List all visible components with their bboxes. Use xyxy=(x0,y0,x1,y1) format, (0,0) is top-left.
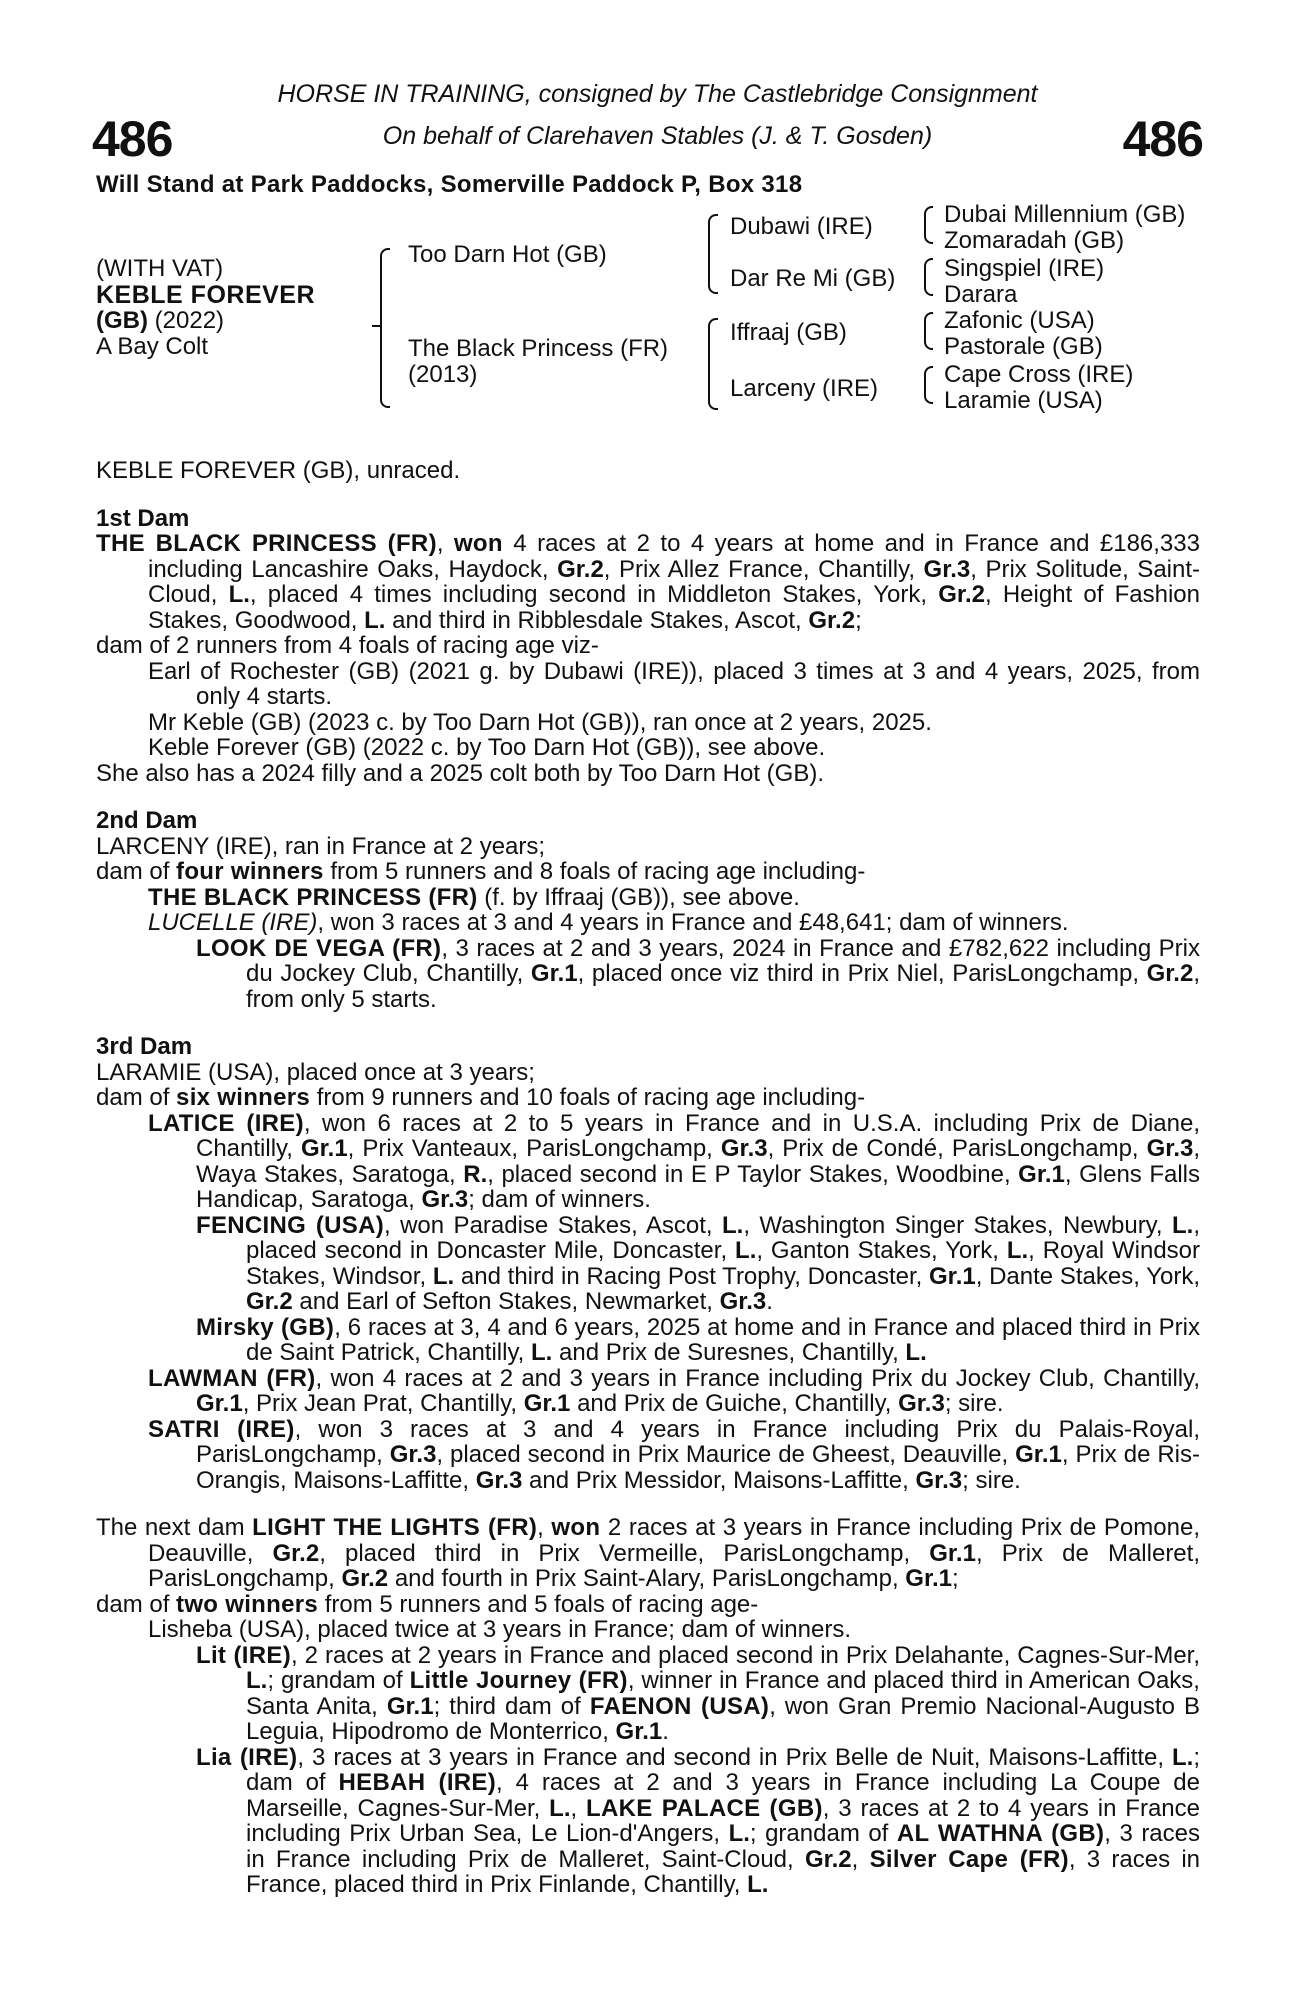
ssd: Zomaradah (GB) xyxy=(944,227,1125,254)
grade: Gr.1 xyxy=(386,1692,434,1720)
text: , placed third in Prix Vermeille, ParisLongchamp, xyxy=(319,1539,930,1567)
vat-label: (WITH VAT) xyxy=(96,255,224,282)
grade: Gr.2 xyxy=(272,1539,320,1567)
produce-item xyxy=(96,1417,1200,1494)
grade: L. xyxy=(1172,1211,1194,1239)
text: ; xyxy=(952,1565,959,1592)
sss: Dubai Millennium (GB) xyxy=(944,201,1186,228)
text: and fourth in Prix Saint-Alary, ParisLongchamp, xyxy=(388,1565,906,1592)
grade: Gr.1 xyxy=(929,1539,976,1567)
grade: L. xyxy=(1006,1237,1029,1264)
produce-item: Mr Keble (GB) (2023 c. by Too Darn Hot (GB)), ran once at 2 years, 2025. xyxy=(148,708,932,736)
text: , Prix Jean Prat, Chantilly, xyxy=(242,1390,524,1417)
text: and third in Racing Post Trophy, Doncaster, xyxy=(454,1262,930,1290)
winners-count: four winners xyxy=(176,858,324,885)
grade: L. xyxy=(432,1262,455,1290)
text: ; dam of winners. xyxy=(468,1186,651,1213)
ss-brace xyxy=(924,206,933,244)
horse-origin-year xyxy=(96,308,224,334)
grade: Gr.1 xyxy=(929,1262,976,1290)
text: from 9 runners and 10 foals of racing age including- xyxy=(310,1084,866,1111)
text: . xyxy=(662,1718,669,1745)
dam-brace xyxy=(708,318,718,410)
grade: Gr.3 xyxy=(923,555,971,583)
grade: Gr.3 xyxy=(389,1441,437,1468)
grade: Gr.3 xyxy=(475,1466,523,1494)
next-dam-name: LIGHT THE LIGHTS (FR) xyxy=(252,1514,538,1541)
first-dam-record: THE BLACK PRINCESS (FR), won 4 races at 2 to 4 years at home and in France and £186,333 including Lancashire Oaks, Haydock, Gr.2, Prix Allez France, Chantilly, Gr.3, Prix Solitude, Saint-Cloud, L., placed 4 times including second in Middleton Stakes, York, Gr.2, Height of Fashion Stakes, Goodwood, L. and third in Ribblesdale Stakes, Ascot, Gr.2; xyxy=(96,530,1201,634)
grade: L. xyxy=(228,581,250,608)
text: and Prix de Guiche, Chantilly, xyxy=(570,1390,899,1417)
spacer xyxy=(96,1493,1200,1515)
produce-name: LATICE (IRE) xyxy=(148,1109,304,1137)
grade: Gr.3 xyxy=(915,1466,963,1494)
text: dam of xyxy=(96,1590,177,1618)
stand-location: Will Stand at Park Paddocks, Somerville Paddock P, Box 318 xyxy=(96,171,803,198)
text: , Prix Solitude, Saint-Cloud, xyxy=(148,555,1201,608)
grade: L. xyxy=(531,1339,553,1366)
text: from 5 runners and 5 foals of racing age- xyxy=(318,1590,759,1618)
dss: Zafonic (USA) xyxy=(944,307,1095,334)
grade: L. xyxy=(1172,1743,1194,1771)
produce-name: Lit (IRE) xyxy=(196,1641,292,1669)
dds: Cape Cross (IRE) xyxy=(944,361,1134,388)
grade: Gr.1 xyxy=(523,1390,571,1417)
winners-count: six winners xyxy=(176,1084,311,1111)
horse-year: (2022) xyxy=(154,307,225,334)
produce-name: LUCELLE (IRE) xyxy=(148,909,318,936)
produce-item: Lisheba (USA), placed twice at 3 years in France; dam of winners. xyxy=(148,1616,851,1643)
text: dam of xyxy=(96,858,177,885)
grade: L. xyxy=(246,1667,268,1694)
text: , 2 races at 2 years in France and placed second in Prix Delahante, Cagnes-Sur-Mer, xyxy=(291,1641,1201,1669)
produce-name: LAKE PALACE (GB) xyxy=(586,1794,823,1822)
grade: L. xyxy=(747,1871,769,1898)
produce-name: AL WATHNA (GB) xyxy=(896,1820,1105,1847)
unraced-note: KEBLE FOREVER (GB), unraced. xyxy=(96,457,461,484)
text: 4 races at 2 to 4 years at home and in France and £186,333 including Lancashire Oaks, Haydock, xyxy=(148,530,1200,583)
horse-country: (GB) xyxy=(96,307,148,334)
produce-item xyxy=(96,1315,1200,1366)
produce-name: Little Journey (FR) xyxy=(409,1667,628,1694)
text: , placed once viz third in Prix Niel, ParisLongchamp, xyxy=(577,960,1147,987)
grade: Gr.1 xyxy=(1015,1441,1062,1468)
text: , Glens Falls Handicap, Saratoga, xyxy=(196,1160,1201,1213)
sire-dam: Dar Re Mi (GB) xyxy=(730,265,896,292)
produce-name: Silver Cape (FR) xyxy=(869,1845,1069,1873)
first-dam-produce-intro: dam of 2 runners from 4 foals of racing age viz- xyxy=(96,632,599,659)
text: , Height of Fashion Stakes, Goodwood, xyxy=(148,581,1201,634)
produce-name: HEBAH (IRE) xyxy=(338,1769,497,1796)
text: (f. by Iffraaj (GB)), see above. xyxy=(477,883,800,911)
text: , Ganton Stakes, York, xyxy=(756,1237,1007,1264)
text: , won 3 races at 3 and 4 years in France and £48,641; dam of winners. xyxy=(317,909,1069,936)
first-dam-heading: 1st Dam xyxy=(96,504,190,532)
grade: L. xyxy=(905,1339,927,1366)
produce-name: Lia (IRE) xyxy=(196,1743,298,1771)
produce-item xyxy=(96,885,1200,911)
produce-item xyxy=(96,1213,1200,1315)
text: , 4 races at 2 and 3 years in France including La Coupe de Marseille, Cagnes-Sur-Mer, xyxy=(246,1769,1201,1822)
text: from 5 runners and 8 foals of racing age including- xyxy=(323,858,866,885)
text: 2 races at 3 years in France including Prix de Pomone, Deauville, xyxy=(148,1514,1200,1567)
grade: Gr.2 xyxy=(246,1288,293,1315)
text: , Washington Singer Stakes, Newbury, xyxy=(743,1211,1173,1239)
dd-brace xyxy=(924,366,933,404)
text: . xyxy=(766,1288,773,1315)
produce-name: FENCING (USA) xyxy=(196,1211,384,1239)
text: , Prix de Ris-Orangis, Maisons-Laffitte, xyxy=(196,1441,1201,1494)
text: , Waya Stakes, Saratoga, xyxy=(196,1135,1201,1188)
text: dam of xyxy=(96,1084,177,1111)
grade: L. xyxy=(735,1237,757,1264)
text: , won 4 races at 2 and 3 years in France including Prix du Jockey Club, Chantilly, xyxy=(315,1364,1201,1392)
grade: L. xyxy=(364,606,386,634)
text: , 3 races in France including Prix de Malleret, Saint-Cloud, xyxy=(246,1820,1201,1873)
dam: The Black Princess (FR) xyxy=(408,335,669,362)
text: , placed second in E P Taylor Stakes, Woodbine, xyxy=(487,1160,1019,1188)
text: , from only 5 starts. xyxy=(246,960,1200,1013)
won-label: won xyxy=(551,1514,601,1541)
produce-name: LAWMAN (FR) xyxy=(148,1364,316,1392)
winners-count: two winners xyxy=(176,1590,319,1618)
pedigree-brace-tip xyxy=(372,325,380,327)
grade: Gr.2 xyxy=(804,1845,852,1873)
grade: Gr.1 xyxy=(905,1565,952,1592)
grade: Gr.3 xyxy=(719,1288,767,1315)
grade: Gr.2 xyxy=(808,606,856,634)
text: , 3 races at 3 years in France and second in Prix Belle de Nuit, Maisons-Laffitte, xyxy=(297,1743,1172,1771)
produce-name: SATRI (IRE) xyxy=(148,1415,295,1443)
pedigree-brace xyxy=(380,248,390,408)
sd-brace xyxy=(924,258,933,296)
first-dam-name: THE BLACK PRINCESS (FR) xyxy=(96,530,437,557)
lot-number-left: 486 xyxy=(92,111,173,167)
text: , 3 races at 2 to 4 years in France including Prix Urban Sea, Le Lion-d'Angers, xyxy=(246,1794,1200,1847)
vendor-line: On behalf of Clarehaven Stables (J. & T. Gosden) xyxy=(382,122,933,150)
dsd: Pastorale (GB) xyxy=(944,333,1103,360)
sire-sire: Dubawi (IRE) xyxy=(730,213,873,240)
produce-item xyxy=(96,936,1200,1013)
dam-dam: Larceny (IRE) xyxy=(730,375,879,402)
text: ; xyxy=(855,606,862,634)
sire-brace xyxy=(708,214,718,294)
grade: Gr.3 xyxy=(898,1390,945,1417)
grade: Gr.1 xyxy=(615,1718,663,1745)
grade: R. xyxy=(463,1160,488,1188)
grade: Gr.2 xyxy=(1146,960,1194,987)
text: and third in Ribblesdale Stakes, Ascot, xyxy=(385,606,809,634)
text: , Prix Vanteaux, ParisLongchamp, xyxy=(347,1135,721,1162)
next-dam-record: The next dam LIGHT THE LIGHTS (FR), won 2 races at 3 years in France including Prix de Pomone, Deauville, Gr.2, placed third in Prix Vermeille, ParisLongchamp, Gr.1, Prix de Malleret, ParisLongchamp, Gr.2 and fourth in Prix Saint-Alary, ParisLongchamp, Gr.1; xyxy=(96,1514,1200,1592)
text: , xyxy=(570,1794,587,1822)
grade: L. xyxy=(728,1820,750,1847)
text: , placed 4 times including second in Middleton Stakes, York, xyxy=(249,581,939,608)
second-dam-produce-intro xyxy=(96,859,1200,885)
text: , Prix Allez France, Chantilly, xyxy=(603,555,924,583)
text: ; third dam of xyxy=(433,1692,590,1720)
produce-name: THE BLACK PRINCESS (FR) xyxy=(148,883,478,911)
grade: Gr.2 xyxy=(557,555,604,583)
text: ; dam of xyxy=(246,1743,1200,1796)
grade: Gr.2 xyxy=(341,1565,389,1592)
produce-item xyxy=(96,1366,1200,1417)
text: The next dam xyxy=(96,1514,253,1541)
consignor-line: HORSE IN TRAINING, consigned by The Castlebridge Consignment xyxy=(277,80,1038,108)
text: , won 3 races at 3 and 4 years in France including Prix du Palais-Royal, ParisLongchamp, xyxy=(196,1415,1201,1468)
third-dam-record: LARAMIE (USA), placed once at 3 years; xyxy=(96,1058,535,1086)
produce-item xyxy=(96,1745,1200,1898)
horse-description: A Bay Colt xyxy=(96,333,209,360)
ds-brace xyxy=(924,312,933,350)
dam-sire: Iffraaj (GB) xyxy=(730,319,847,346)
third-dam-heading: 3rd Dam xyxy=(96,1033,193,1060)
second-dam-heading: 2nd Dam xyxy=(96,807,198,834)
text: , won Paradise Stakes, Ascot, xyxy=(384,1211,722,1239)
text: and Earl of Sefton Stakes, Newmarket, xyxy=(292,1288,720,1315)
text: , placed second in Prix Maurice de Gheest, Deauville, xyxy=(436,1441,1016,1468)
lot-number-right: 486 xyxy=(1122,111,1203,167)
produce-name: FAENON (USA) xyxy=(589,1692,770,1720)
produce-name: Mirsky (GB) xyxy=(196,1313,335,1341)
grade: Gr.3 xyxy=(720,1135,768,1162)
text: ; sire. xyxy=(944,1390,1004,1417)
text: , Prix de Condé, ParisLongchamp, xyxy=(767,1135,1147,1162)
horse-name: KEBLE FOREVER xyxy=(96,281,316,309)
first-dam-also: She also has a 2024 filly and a 2025 colt both by Too Darn Hot (GB). xyxy=(96,759,824,787)
text: ; grandam of xyxy=(267,1667,410,1694)
grade: Gr.3 xyxy=(1146,1135,1194,1162)
grade: Gr.3 xyxy=(421,1186,469,1213)
produce-item: Earl of Rochester (GB) (2021 g. by Dubawi (IRE)), placed 3 times at 3 and 4 years, 2025, from only 4 starts. xyxy=(148,657,1200,710)
text: ; grandam of xyxy=(749,1820,897,1847)
dam-year: (2013) xyxy=(408,361,478,388)
grade: L. xyxy=(549,1794,571,1822)
text: and Prix de Suresnes, Chantilly, xyxy=(552,1339,906,1366)
grade: Gr.1 xyxy=(300,1135,348,1162)
text: , won 6 races at 2 to 5 years in France and in U.S.A. including Prix de Diane, Chantilly, xyxy=(196,1109,1200,1162)
second-dam-record: LARCENY (IRE), ran in France at 2 years; xyxy=(96,832,546,860)
third-dam-produce-intro xyxy=(96,1085,1200,1111)
next-dam-produce-intro xyxy=(96,1592,1200,1618)
won-label: won xyxy=(453,530,503,557)
sdd: Darara xyxy=(944,281,1018,308)
ddd: Laramie (USA) xyxy=(944,387,1103,414)
grade: L. xyxy=(722,1211,744,1239)
text: , 6 races at 3, 4 and 6 years, 2025 at home and in France and placed third in Prix de Saint Patrick, Chantilly, xyxy=(246,1313,1200,1366)
produce-item xyxy=(96,910,1200,936)
produce-item: Keble Forever (GB) (2022 c. by Too Darn Hot (GB)), see above. xyxy=(148,734,826,761)
grade: Gr.1 xyxy=(530,960,578,987)
text: , 3 races at 2 and 3 years, 2024 in France and £782,622 including Prix du Jockey Club, Chantilly, xyxy=(246,934,1201,987)
text: , Prix de Malleret, ParisLongchamp, xyxy=(148,1539,1200,1592)
produce-name: LOOK DE VEGA (FR) xyxy=(196,934,442,962)
grade: Gr.2 xyxy=(938,581,985,608)
produce-item xyxy=(96,1111,1200,1213)
produce-item xyxy=(96,1643,1200,1745)
text: , placed second in Doncaster Mile, Doncaster, xyxy=(246,1211,1201,1264)
text: , won Gran Premio Nacional-Augusto B Leguia, Hipodromo de Monterrico, xyxy=(246,1692,1200,1745)
sire: Too Darn Hot (GB) xyxy=(408,241,607,268)
pedigree-notes xyxy=(96,458,1200,1898)
text: , xyxy=(851,1845,870,1873)
grade: Gr.1 xyxy=(1018,1160,1065,1188)
sds: Singspiel (IRE) xyxy=(944,255,1105,282)
text: and Prix Messidor, Maisons-Laffitte, xyxy=(522,1466,916,1494)
text: , Royal Windsor Stakes, Windsor, xyxy=(246,1237,1201,1290)
text: ; sire. xyxy=(962,1466,1021,1494)
grade: Gr.1 xyxy=(196,1390,243,1417)
text: , 3 races in France, placed third in Prix Finlande, Chantilly, xyxy=(246,1845,1200,1898)
text: , winner in France and placed third in American Oaks, Santa Anita, xyxy=(246,1667,1200,1720)
text: , Dante Stakes, York, xyxy=(975,1262,1200,1290)
